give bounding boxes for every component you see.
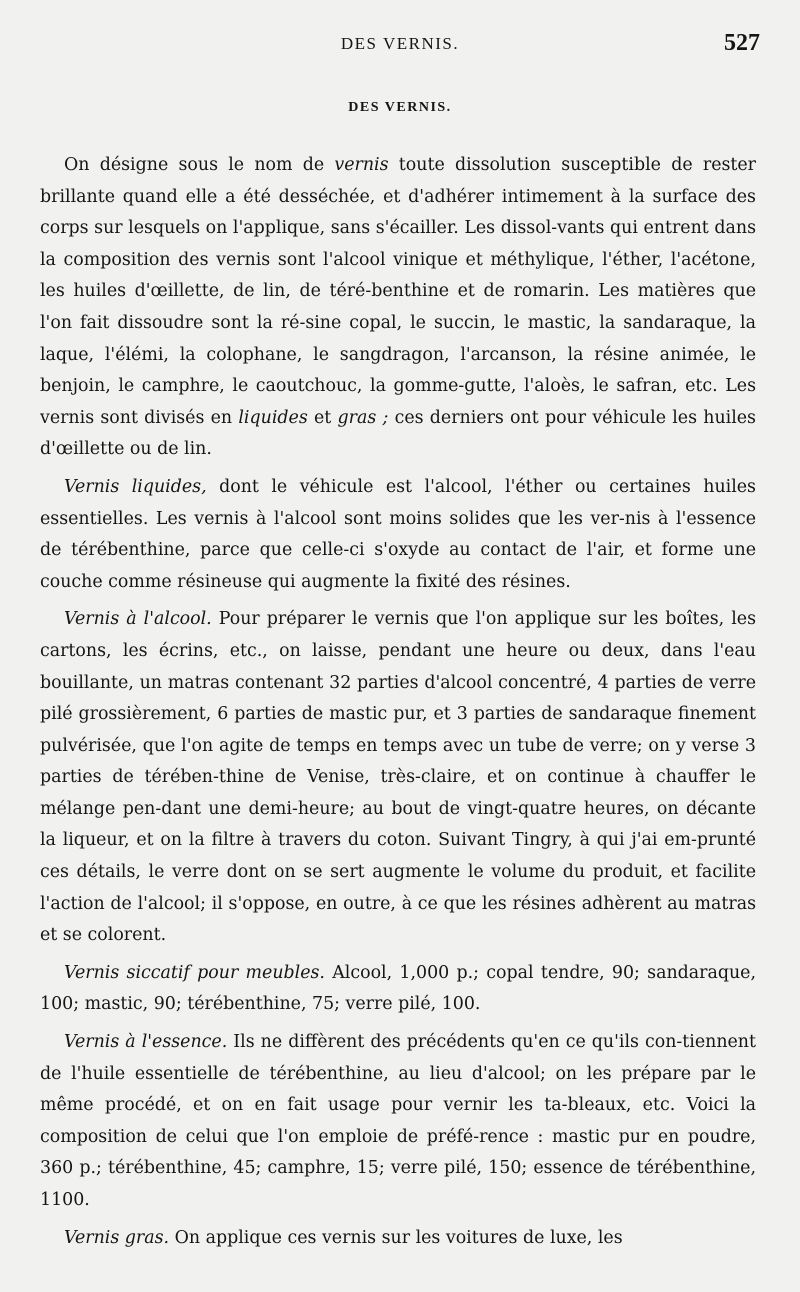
paragraph-text: toute dissolution susceptible de rester brillante quand elle a été desséchée, et d'adhérer intimement à la surface des corps sur lesquels on l'applique, sans s'écailler. Les dissol-vants qui entrent dans la composition des vernis sont l'alcool vinique et méthylique, l'éther, l'acétone, les huiles d'œillette, de lin, de téré-benthine et de romarin. Les matières que l'on fait dissoudre sont la ré-sine copal, le succin, le mastic, la sandaraque, la laque, l'élémi, la colophane, le sangdragon, l'arcanson, la résine animée, le benjoin, le camphre, le caoutchouc, la gomme-gutte, l'aloès, le safran, etc. Les vernis sont divisés en bbox=[40, 155, 756, 428]
paragraph-text: Alcool, 1,000 p.; copal tendre, 90; sandaraque, 100; mastic, 90; térébenthine, 75; verre pilé, 100. bbox=[40, 962, 756, 1015]
paragraph-text: Pour préparer le vernis que l'on applique sur les boîtes, les cartons, les écrins, etc., on laisse, pendant une heure ou deux, dans l'eau bouillante, un matras contenant 32 parties d'alcool concentré, 4 parties de verre pilé grossièrement, 6 parties de mastic pur, et 3 parties de sandaraque finement pulvérisée, que l'on agite de temps en temps avec un tube de verre; on y verse 3 parties de térében-thine de Venise, très-claire, et on continue à chauffer le mélange pen-dant une demi-heure; au bout de vingt-quatre heures, on décante la liqueur, et on la filtre à travers du coton. Suivant Tingry, à qui j'ai em-prunté ces détails, le verre dont on se sert augmente le volume du produit, et facilite l'action de l'alcool; il s'oppose, en outre, à ce que les résines adhèrent au matras et se colorent. bbox=[40, 609, 756, 946]
paragraph-vernis-gras bbox=[40, 1223, 756, 1255]
paragraph-text: ces derniers ont pour véhicule les huiles d'œillette ou de lin. bbox=[40, 407, 756, 460]
paragraph-lead: Vernis gras. bbox=[64, 1227, 170, 1248]
paragraph-vernis-essence bbox=[40, 1027, 756, 1217]
section-title: DES VERNIS. bbox=[348, 100, 452, 115]
italic-term: gras ; bbox=[337, 407, 389, 428]
paragraph-intro bbox=[40, 150, 756, 466]
paragraph-text: et bbox=[307, 407, 338, 428]
paragraph-text: dont le véhicule est l'alcool, l'éther ou certaines huiles essentielles. Les vernis à l'alcool sont moins solides que les ver-nis à l'essence de térébenthine, parce que celle-ci s'oxyde au contact de l'air, et forme une couche comme résineuse qui augmente la fixité des résines. bbox=[40, 476, 756, 592]
paragraph-text: Ils ne diffèrent des précédents qu'en ce qu'ils con-tiennent de l'huile essentielle de térébenthine, au lieu d'alcool; on les prépare par le même procédé, et on en fait usage pour vernir les ta-bleaux, etc. Voici la composition de celui que l'on emploie de préfé-rence : mastic pur en poudre, 360 p.; térébenthine, 45; camphre, 15; verre pilé, 150; essence de térébenthine, 1100. bbox=[40, 1032, 756, 1210]
italic-term: vernis bbox=[334, 155, 389, 175]
paragraph-vernis-siccatif bbox=[40, 958, 756, 1021]
paragraph-lead: Vernis à l'alcool. bbox=[64, 609, 212, 630]
page-number: 527 bbox=[724, 30, 760, 56]
paragraph-text: On applique ces vernis sur les voitures de luxe, les bbox=[169, 1227, 623, 1248]
italic-term: liquides bbox=[238, 407, 308, 428]
running-title: DES VERNIS. bbox=[340, 34, 460, 53]
paragraph-lead: Vernis siccatif pour meubles. bbox=[64, 962, 325, 983]
paragraph-vernis-alcool bbox=[40, 604, 756, 952]
paragraph-lead: Vernis à l'essence. bbox=[64, 1032, 228, 1053]
running-header bbox=[0, 30, 800, 62]
paragraph-text: On désigne sous le nom de bbox=[64, 155, 335, 175]
paragraph-lead: Vernis liquides, bbox=[64, 476, 207, 497]
body-text bbox=[40, 150, 756, 1254]
paragraph-vernis-liquides bbox=[40, 472, 756, 598]
